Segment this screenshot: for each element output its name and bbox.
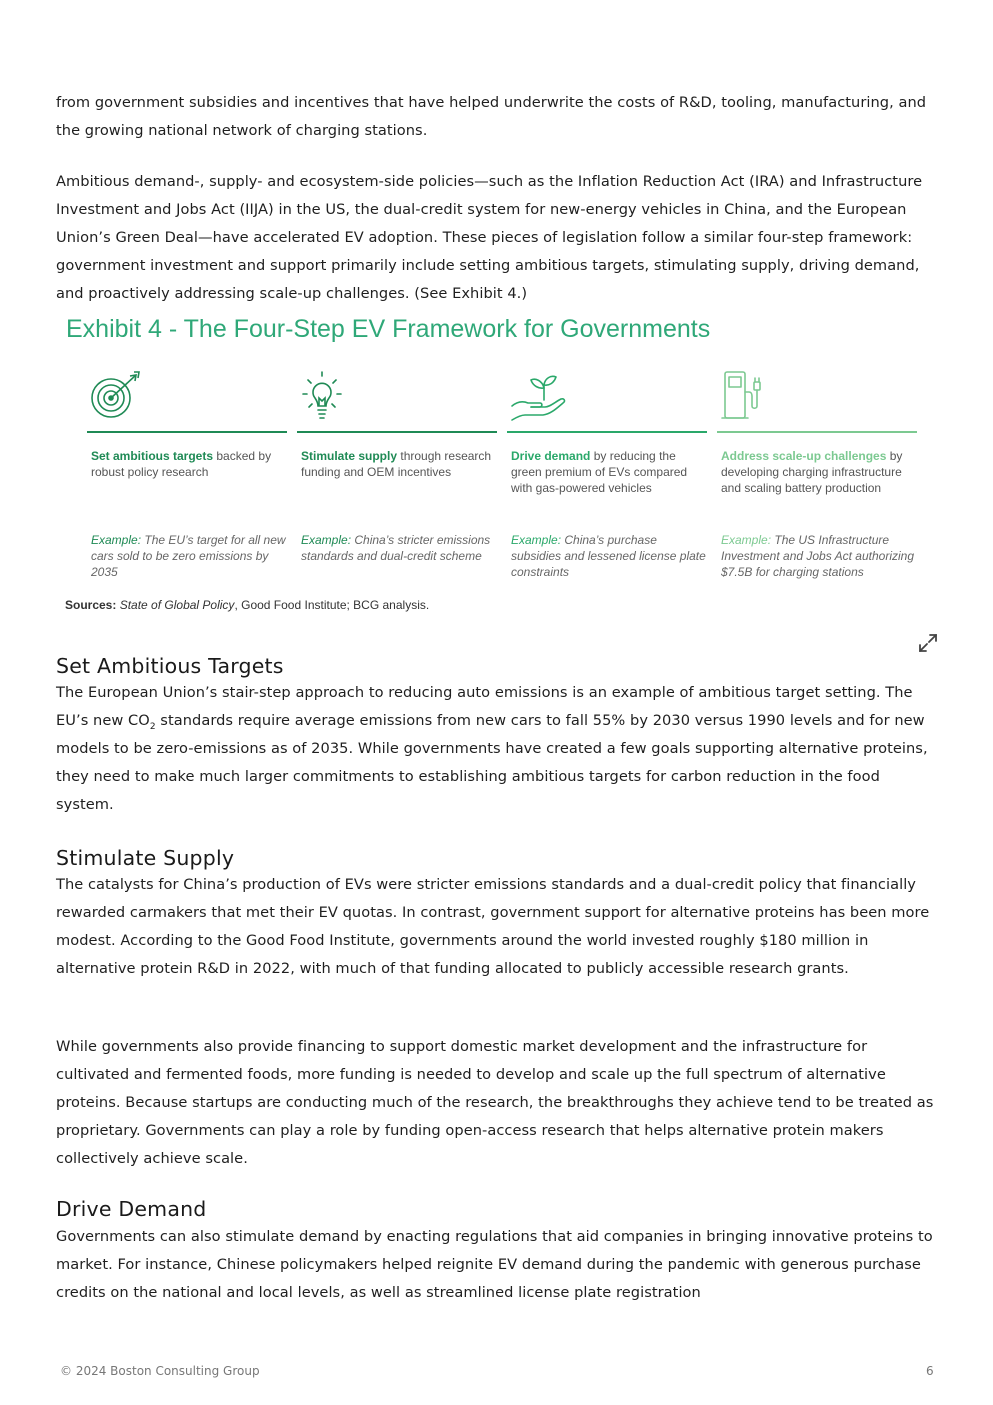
- step-description-text: by developing charging infrastructure and scaling battery production: [721, 449, 903, 495]
- step-example: [91, 532, 287, 580]
- step-heading: Stimulate supply: [301, 449, 398, 463]
- step-description-text: by reducing the green premium of EVs compared with gas-powered vehicles: [511, 449, 688, 495]
- section-heading-demand: Drive Demand: [56, 1197, 207, 1221]
- footer-copyright: © 2024 Boston Consulting Group: [60, 1364, 260, 1378]
- sources-label: Sources:: [65, 598, 117, 612]
- example-label: Example:: [301, 533, 352, 547]
- step-description: [721, 448, 916, 496]
- example-label: Example:: [511, 533, 562, 547]
- example-text: The US Infrastructure Investment and Jobs Act authorizing $7.5B for charging stations: [721, 533, 914, 579]
- seedling-hand-icon: [510, 368, 572, 426]
- footer-page-number: 6: [926, 1364, 934, 1378]
- targets-paragraph: [56, 679, 941, 819]
- targets-text-end: standards require average emissions from new cars to fall 55% by 2030 versus 1990 levels and for new models to be zero-emissions as of 2035. While governments have created a few goals supporting alternative proteins, they need to make much larger commitments to establishing ambitious targets for carbon reduction in the food system.: [56, 711, 928, 813]
- exhibit-sources: [65, 598, 429, 612]
- step-divider: [87, 431, 287, 433]
- charging-station-icon: [720, 368, 782, 426]
- step-divider: [717, 431, 917, 433]
- expand-icon[interactable]: [918, 633, 938, 653]
- demand-paragraph: Governments can also stimulate demand by enacting regulations that aid companies in bringing innovative proteins to market. For instance, Chinese policymakers helped reignite EV demand during the pandemic with generous purchase credits on the national and local levels, as well as streamlined license plate registration: [56, 1228, 933, 1301]
- step-description: [301, 448, 496, 480]
- section-heading-targets: Set Ambitious Targets: [56, 654, 284, 678]
- supply-paragraph-1: The catalysts for China’s production of EVs were stricter emissions standards and a dual-credit policy that financially rewarded carmakers that met their EV quotas. In contrast, government support for alternative proteins has been more modest. According to the Good Food Institute, governments around the world invested roughly $180 million in alternative protein R&D in 2022, with much of that funding allocated to publicly accessible research grants.: [56, 876, 930, 977]
- step-divider: [297, 431, 497, 433]
- intro-paragraph-1: from government subsidies and incentives that have helped underwrite the costs of R&D, tooling, manufacturing, and the growing national network of charging stations.: [56, 94, 927, 139]
- example-label: Example:: [91, 533, 142, 547]
- target-icon: [90, 368, 152, 426]
- intro-paragraph-2: Ambitious demand-, supply- and ecosystem-side policies—such as the Inflation Reduction Act (IRA) and Infrastructure Investment and Jobs Act (IIJA) in the US, the dual-credit system for new-energy vehicles in China, and the European Union’s Green Deal—have accelerated EV adoption. These pieces of legislation follow a similar four-step framework: government investment and support primarily include setting ambitious targets, stimulating supply, driving demand, and proactively addressing scale-up challenges. (See Exhibit 4.): [56, 173, 923, 302]
- step-example: [511, 532, 707, 580]
- sources-text: , Good Food Institute; BCG analysis.: [234, 598, 430, 612]
- step-heading: Drive demand: [511, 449, 591, 463]
- step-heading: Address scale-up challenges: [721, 449, 887, 463]
- example-text: The EU’s target for all new cars sold to be zero emissions by 2035: [91, 533, 286, 579]
- example-text: China’s purchase subsidies and lessened license plate constraints: [511, 533, 706, 579]
- step-heading: Set ambitious targets: [91, 449, 214, 463]
- supply-paragraph-2: While governments also provide financing to support domestic market development and the infrastructure for cultivated and fermented foods, more funding is needed to develop and scale up the full spectrum of alternative proteins. Because startups are conducting much of the research, the breakthroughs they achieve tend to be treated as proprietary. Governments can play a role by funding open-access research that helps alternative protein makers collectively achieve scale.: [56, 1038, 934, 1167]
- step-description-text: backed by robust policy research: [91, 449, 272, 479]
- section-heading-supply: Stimulate Supply: [56, 846, 235, 870]
- example-text: China’s stricter emissions standards and dual-credit scheme: [301, 533, 491, 563]
- step-example: [301, 532, 497, 564]
- step-description: [91, 448, 286, 480]
- sources-title: State of Global Policy: [119, 598, 235, 612]
- targets-text-start: The European Union’s stair-step approach to reducing auto emissions is an example of ambitious target setting. The EU’s new CO: [56, 684, 913, 729]
- co2-subscript: 2: [149, 721, 156, 732]
- step-description-text: through research funding and OEM incentives: [301, 449, 492, 479]
- lightbulb-icon: [300, 368, 362, 426]
- step-divider: [507, 431, 707, 433]
- step-example: [721, 532, 917, 580]
- exhibit-title: Exhibit 4 - The Four-Step EV Framework for Governments: [66, 315, 711, 343]
- example-label: Example:: [721, 533, 772, 547]
- step-description: [511, 448, 706, 496]
